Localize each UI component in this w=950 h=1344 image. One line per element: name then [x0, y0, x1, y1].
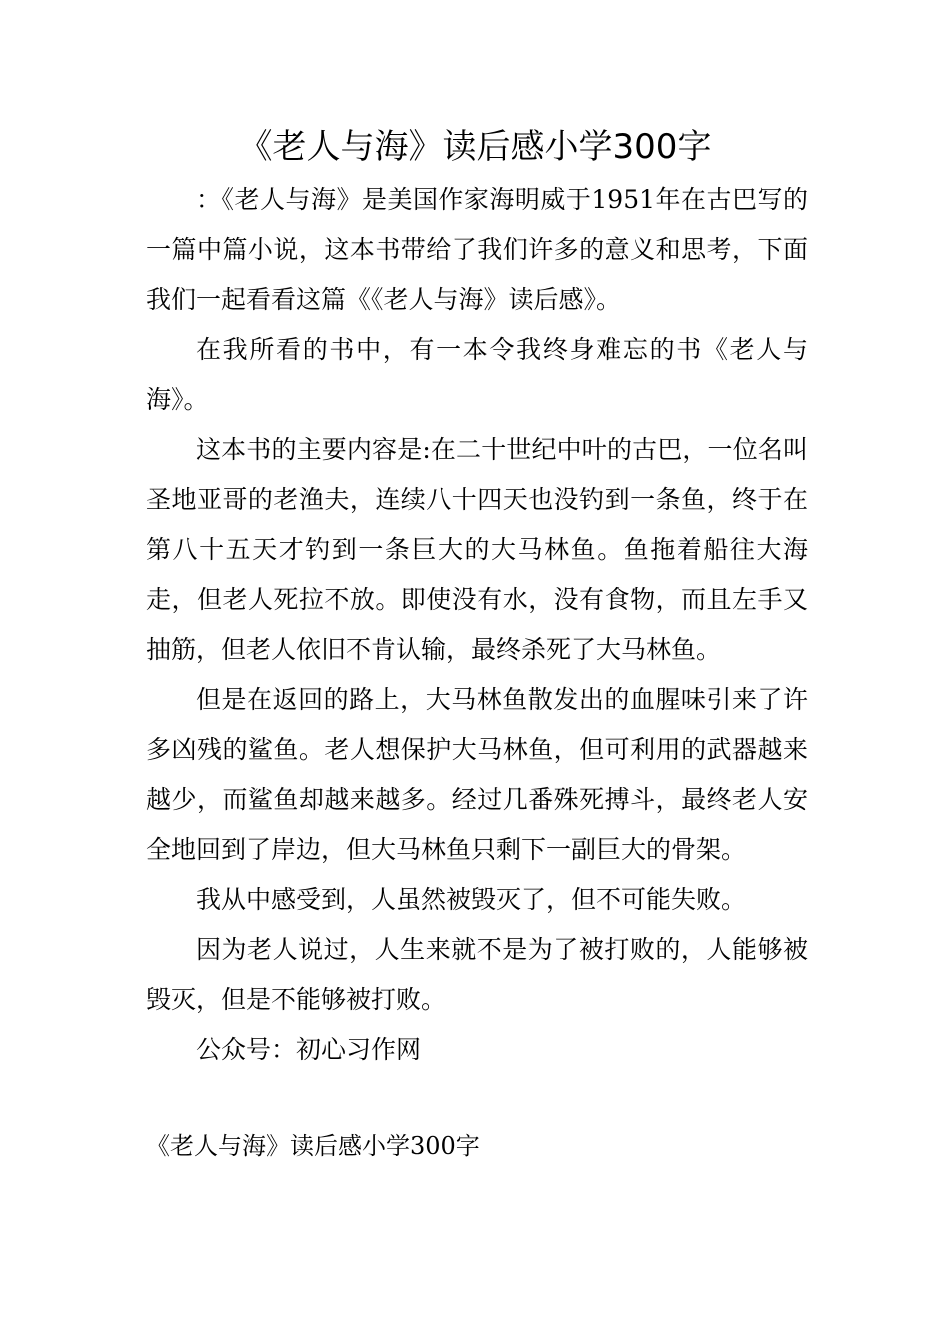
- paragraph-quote: 因为老人说过，人生来就不是为了被打败的，人能够被毁灭，但是不能够被打败。: [146, 935, 808, 1014]
- paragraph-public-account: 公众号：初心习作网: [196, 1035, 422, 1064]
- document-body: [146, 175, 808, 1075]
- footer-title: 《老人与海》读后感小学300字: [146, 1132, 480, 1160]
- paragraph-sharks: 但是在返回的路上，大马林鱼散发出的血腥味引来了许多凶残的鲨鱼。老人想保护大马林鱼，但可利用的武器越来越少，而鲨鱼却越来越多。经过几番殊死搏斗，最终老人安全地回到了岸边，但大马林鱼只剩下一副巨大的骨架。: [146, 685, 808, 864]
- document-title: 《老人与海》读后感小学300字: [238, 127, 712, 167]
- paragraph-feeling: 我从中感受到，人虽然被毁灭了，但不可能失败。: [196, 885, 747, 914]
- paragraph-summary: 这本书的主要内容是:在二十世纪中叶的古巴，一位名叫圣地亚哥的老渔夫，连续八十四天也没钓到一条鱼，终于在第八十五天才钓到一条巨大的大马林鱼。鱼拖着船往大海走，但老人死拉不放。即使没有水，没有食物，而且左手又抽筋，但老人依旧不肯认输，最终杀死了大马林鱼。: [146, 435, 808, 664]
- paragraph-intro: ：《老人与海》是美国作家海明威于1951年在古巴写的一篇中篇小说，这本书带给了我们许多的意义和思考，下面我们一起看看这篇《《老人与海》读后感》。: [146, 185, 808, 314]
- paragraph-book-memory: 在我所看的书中，有一本令我终身难忘的书《老人与海》。: [146, 335, 808, 414]
